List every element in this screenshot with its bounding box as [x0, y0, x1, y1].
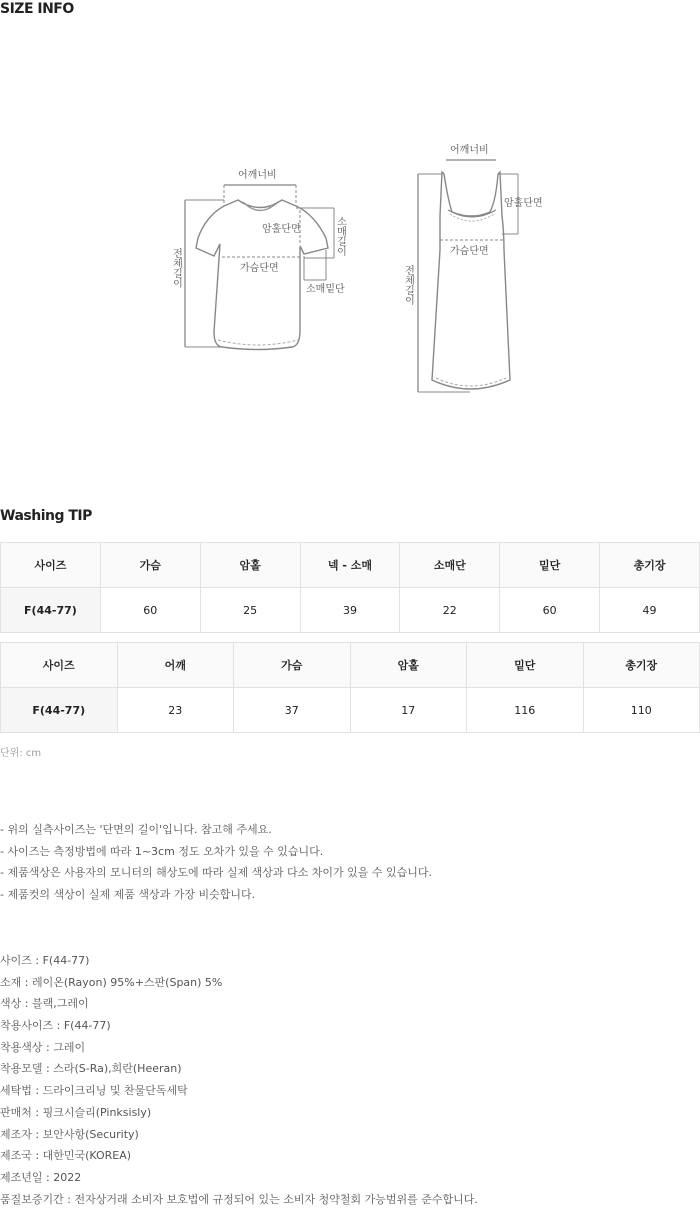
spec-item: 제조자 : 보안사항(Security): [0, 1127, 139, 1141]
tshirt-shoulder-label: 어깨너비: [238, 170, 277, 181]
table-cell: F(44-77): [1, 588, 101, 633]
dress-total-length-label: 전체길이: [402, 265, 414, 305]
tshirt-armhole-label: 암홀단면: [262, 224, 301, 235]
table-row: [1, 588, 700, 633]
tshirt-total-length-label: 전체길이: [170, 248, 182, 288]
table-header: 암홀: [200, 543, 300, 588]
spec-item: 제조국 : 대한민국(KOREA): [0, 1149, 132, 1163]
spec-item: 착용색상 : 그레이: [0, 1040, 86, 1054]
spec-item: 사이즈 : F(44-77): [0, 954, 90, 967]
spec-item: 색상 : 블랙,그레이: [0, 997, 89, 1011]
dress-armhole-label: 암홀단면: [504, 198, 543, 209]
table-cell: 22: [400, 588, 500, 633]
table-cell: 60: [100, 588, 200, 633]
dress-illustration: [418, 160, 518, 392]
table-header: 총기장: [583, 643, 700, 688]
table-cell: 60: [500, 588, 600, 633]
size-info-title: SIZE INFO: [0, 1, 74, 17]
spec-item: 판매처 : 핑크시슬리(Pinksisly): [0, 1105, 152, 1119]
notes-list: [0, 821, 432, 908]
table-header: 사이즈: [1, 643, 118, 688]
table-header: 어깨: [117, 643, 234, 688]
note-item: - 제품컷의 색상이 실제 제품 색상과 가장 비슷합니다.: [0, 888, 256, 902]
product-specs: [0, 952, 478, 1212]
tshirt-chest-label: 가슴단면: [240, 263, 279, 274]
table-header: 소매단: [400, 543, 500, 588]
tshirt-sleeve-length-label: 소매길이: [334, 216, 346, 256]
spec-item: 착용사이즈 : F(44-77): [0, 1019, 111, 1033]
table-header: 밑단: [500, 543, 600, 588]
table-cell: F(44-77): [1, 688, 118, 733]
tshirt-sleeve-hem-label: 소매밑단: [306, 284, 345, 295]
dress-chest-label: 가슴단면: [450, 246, 489, 257]
table-header: 밑단: [467, 643, 584, 688]
table-header: 암홀: [350, 643, 467, 688]
table-header-row: [1, 543, 700, 588]
table-cell: 17: [350, 688, 467, 733]
size-table-bottom: [0, 642, 700, 733]
table-header: 총기장: [600, 543, 700, 588]
table-cell: 39: [300, 588, 400, 633]
spec-item: 품질보증기간 : 전자상거래 소비자 보호법에 규정되어 있는 소비자 청약철회 가능범위를 준수합니다.: [0, 1192, 478, 1206]
table-header: 가슴: [100, 543, 200, 588]
note-item: - 사이즈는 측정방법에 따라 1~3cm 정도 오차가 있을 수 있습니다.: [0, 844, 324, 858]
table-cell: 49: [600, 588, 700, 633]
note-item: - 위의 실측사이즈는 '단면의 길이'입니다. 참고해 주세요.: [0, 823, 272, 836]
table-cell: 23: [117, 688, 234, 733]
size-diagram: [0, 130, 700, 410]
table-header: 사이즈: [1, 543, 101, 588]
spec-item: 착용모델 : 스라(S-Ra),희란(Heeran): [0, 1062, 182, 1076]
table-cell: 37: [234, 688, 351, 733]
table-cell: 110: [583, 688, 700, 733]
table-cell: 116: [467, 688, 584, 733]
table-header-row: [1, 643, 700, 688]
size-table-top: [0, 542, 700, 633]
table-header: 가슴: [234, 643, 351, 688]
spec-item: 소재 : 레이온(Rayon) 95%+스판(Span) 5%: [0, 975, 223, 989]
spec-item: 세탁법 : 드라이크리닝 및 찬물단독세탁: [0, 1084, 188, 1098]
spec-item: 제조년일 : 2022: [0, 1170, 82, 1184]
table-cell: 25: [200, 588, 300, 633]
table-header: 넥 - 소매: [300, 543, 400, 588]
dress-shoulder-label: 어깨너비: [450, 145, 489, 156]
table-row: [1, 688, 700, 733]
note-item: - 제품색상은 사용자의 모니터의 해상도에 따라 실제 색상과 다소 차이가 있을 수 있습니다.: [0, 866, 432, 880]
washing-tip-title: Washing TIP: [0, 508, 92, 524]
unit-note: 단위: cm: [0, 748, 42, 759]
